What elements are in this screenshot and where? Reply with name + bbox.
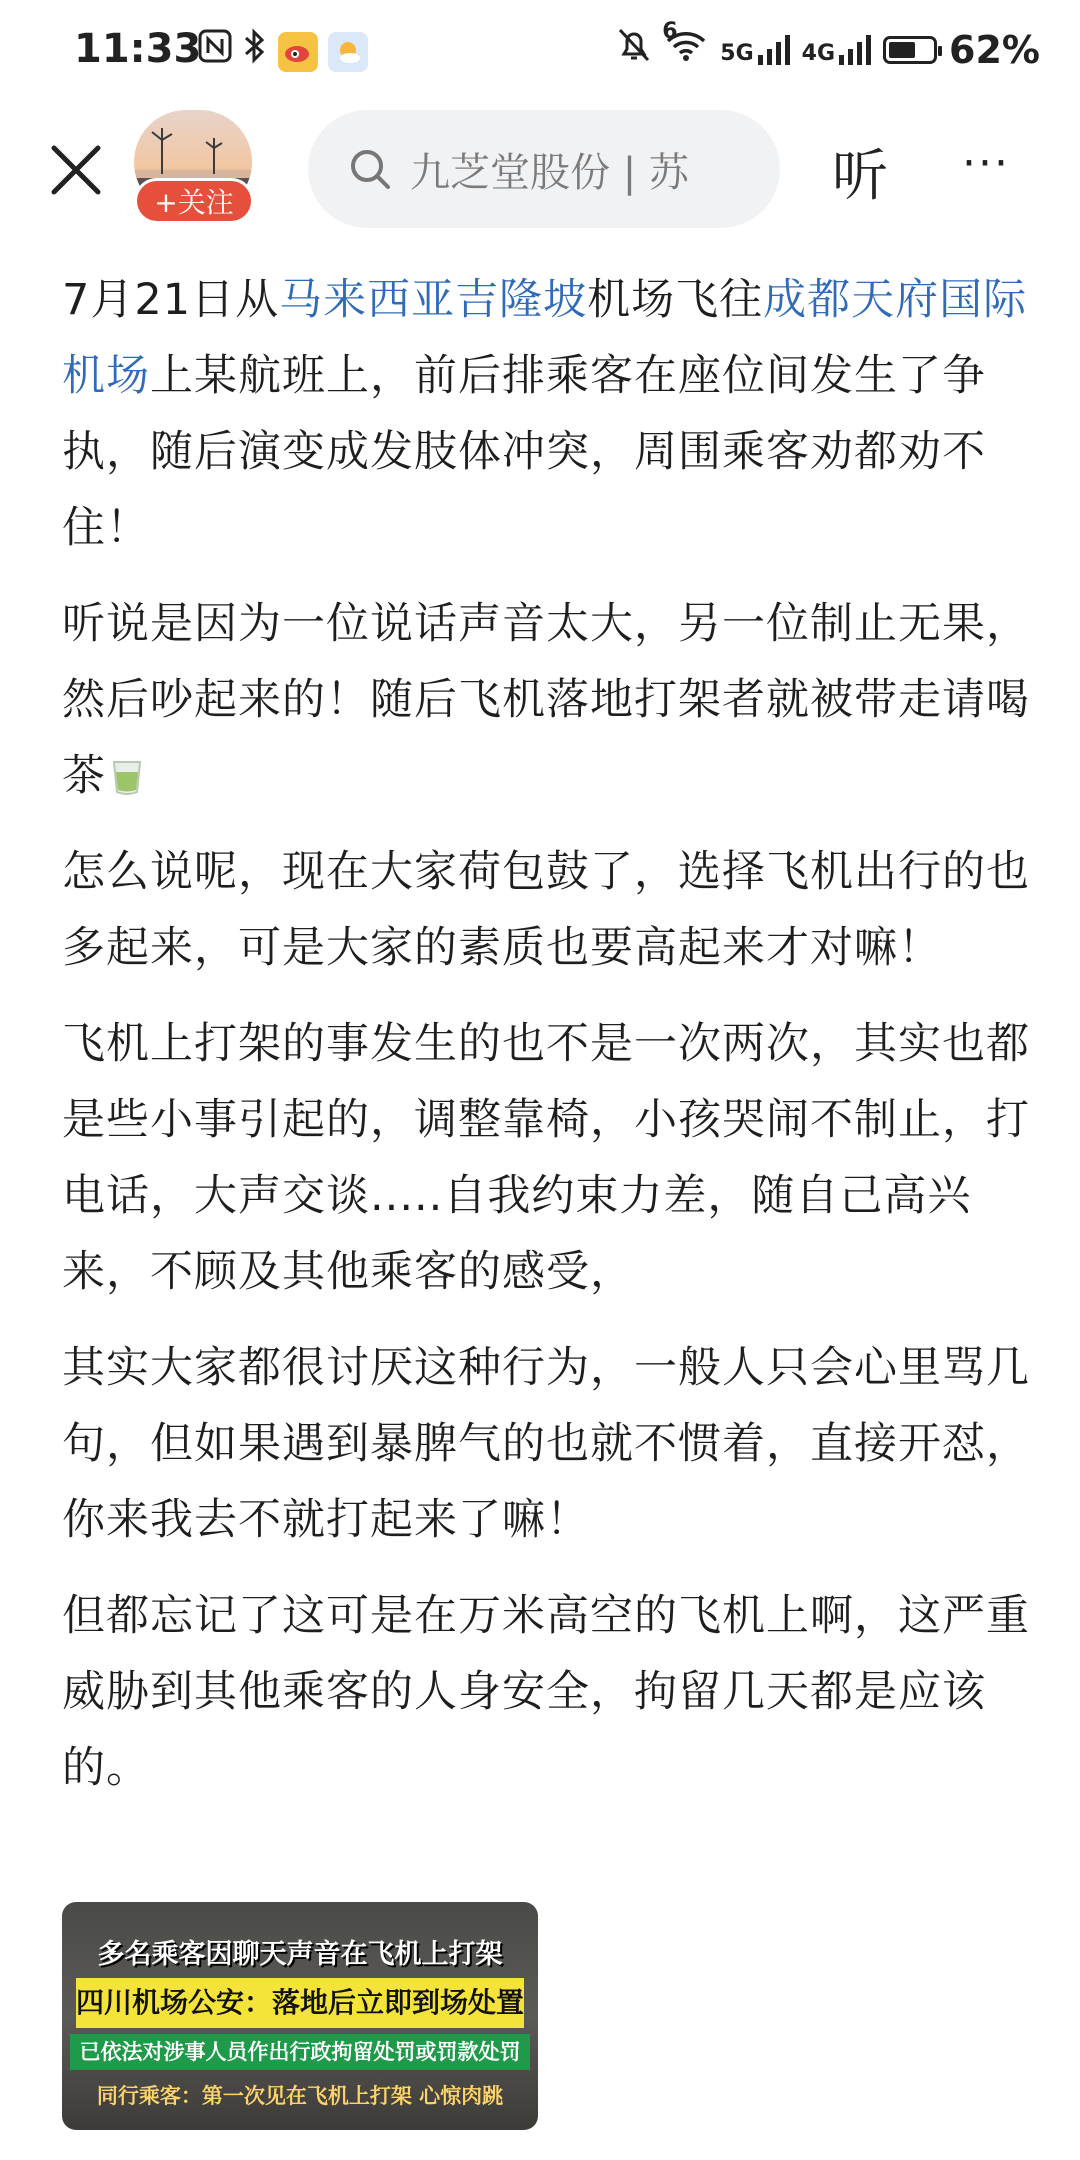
- close-button[interactable]: [42, 136, 110, 204]
- thumbnail-caption-quote: 同行乘客：第一次见在飞机上打架 心惊肉跳: [96, 2084, 504, 2108]
- wifi-badge: 6: [662, 19, 678, 44]
- thumbnail-caption-headline: 四川机场公安：落地后立即到场处置: [76, 1978, 524, 2028]
- paragraph-3: 怎么说呢，现在大家荷包鼓了，选择飞机出行的也多起来，可是大家的素质也要高起来才对嘛！: [62, 847, 1030, 973]
- paragraph-text: 上某航班上，前后排乘客在座位间发生了争执，随后演变成发肢体冲突，周围乘客劝都劝不住！: [62, 351, 986, 553]
- weibo-app-icon: [278, 32, 318, 72]
- topic-link-chengdu-airport[interactable]: 成都天府国际机场: [62, 275, 1028, 401]
- paragraph-text: 听说是因为一位说话声音太大，另一位制止无果，然后吵起来的！随后飞机落地打架者就被带走请喝茶: [62, 599, 1030, 801]
- bluetooth-icon: [242, 28, 268, 75]
- more-options-button[interactable]: ···: [962, 138, 1010, 189]
- signal-5g-label: 5G: [720, 40, 754, 66]
- signal-4g-label: 4G: [801, 40, 836, 66]
- signal-4g-icon: [802, 35, 871, 65]
- nfc-icon: [198, 29, 232, 74]
- follow-button[interactable]: +关注: [134, 178, 254, 224]
- paragraph-4: 飞机上打架的事发生的也不是一次两次，其实也都是些小事引起的，调整靠椅，小孩哭闹不制止，打电话，大声交谈.....自我约束力差，随自己高兴来，不顾及其他乘客的感受，: [62, 1019, 1030, 1297]
- search-placeholder: 九芝堂股份 | 苏: [410, 149, 689, 196]
- top-nav-bar: [0, 104, 1080, 234]
- close-icon: [42, 136, 110, 204]
- mute-icon: [616, 26, 652, 73]
- paragraph-text: 机场飞往: [587, 275, 764, 325]
- status-time: 11:33: [74, 26, 202, 72]
- listen-button[interactable]: 听: [832, 144, 888, 209]
- signal-icon: [720, 35, 789, 65]
- battery-percent: 62%: [949, 27, 1040, 72]
- search-bar[interactable]: [308, 110, 780, 228]
- tea-emoji-icon: [110, 754, 144, 796]
- topic-link-kuala-lumpur[interactable]: 马来西亚吉隆坡: [279, 275, 588, 325]
- article-body: [62, 262, 1030, 1826]
- paragraph-6: 但都忘记了这可是在万米高空的飞机上啊，这严重威胁到其他乘客的人身安全，拘留几天都是应该的。: [62, 1591, 1030, 1793]
- paragraph-5: 其实大家都很讨厌这种行为，一般人只会心里骂几句，但如果遇到暴脾气的也就不惯着，直接开怼，你来我去不就打起来了嘛！: [62, 1343, 1030, 1545]
- paragraph-text: 7月21日从: [62, 275, 280, 325]
- status-right-icons: [616, 19, 1040, 73]
- weather-app-icon: [328, 32, 368, 72]
- wifi-icon: [662, 19, 708, 72]
- paragraph-2: [62, 586, 1030, 814]
- paragraph-1: [62, 262, 1030, 566]
- video-thumbnail[interactable]: [62, 1902, 538, 2130]
- status-left-icons: [198, 28, 368, 75]
- status-bar: [0, 0, 1080, 104]
- search-icon: [348, 147, 392, 191]
- thumbnail-caption-penalty: 已依法对涉事人员作出行政拘留处罚或罚款处罚: [70, 2034, 530, 2070]
- thumbnail-caption-title: 多名乘客因聊天声音在飞机上打架: [97, 1939, 503, 1970]
- battery-icon: [883, 36, 937, 64]
